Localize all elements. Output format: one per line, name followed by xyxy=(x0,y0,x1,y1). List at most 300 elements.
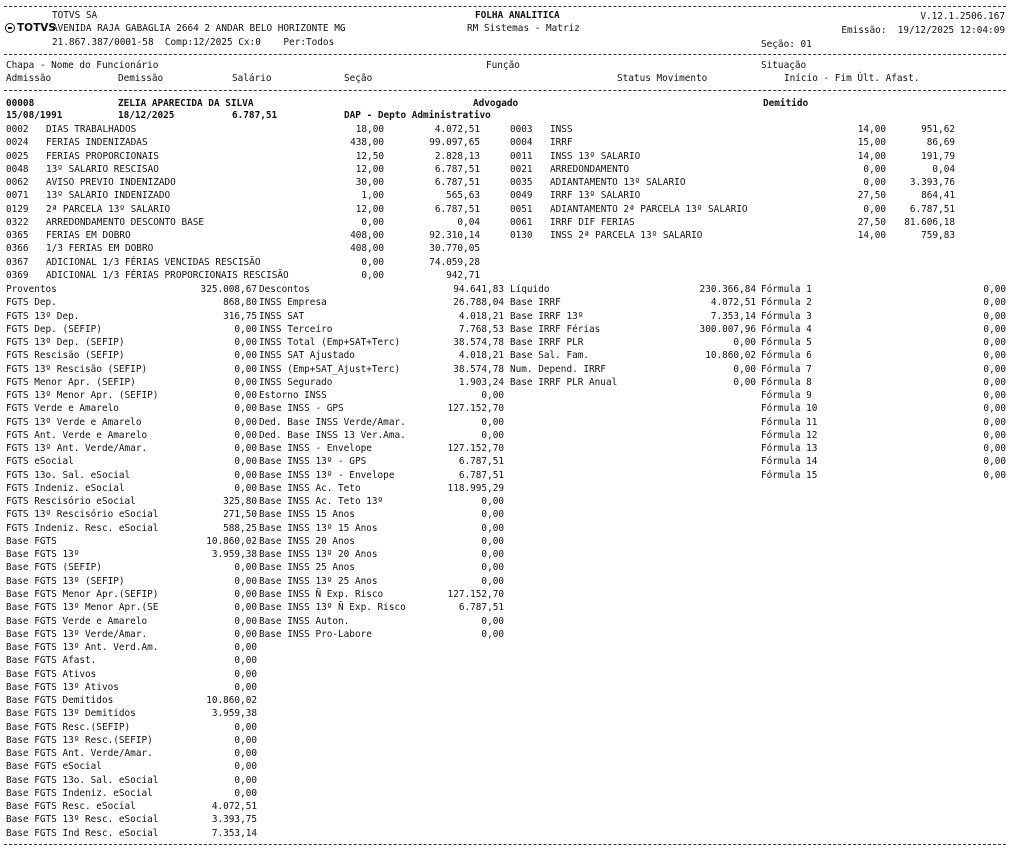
total-value: 127.152,70 xyxy=(447,403,504,415)
event-reference: 0,00 xyxy=(361,256,384,268)
event-reference: 0,00 xyxy=(863,163,886,175)
total-label: FGTS 13o. Sal. eSocial xyxy=(6,469,131,481)
totvs-logo xyxy=(5,22,56,35)
total-value: 6.787,51 xyxy=(458,469,504,481)
event-reference: 15,00 xyxy=(857,137,886,149)
event-value: 81.606,18 xyxy=(904,216,955,228)
total-label: Base INSS 13º 20 Anos xyxy=(259,549,378,561)
total-value: 0,00 xyxy=(481,549,504,561)
event-code: 0322 xyxy=(6,216,29,228)
event-code: 0369 xyxy=(6,269,29,281)
total-value: 0,00 xyxy=(983,350,1006,362)
version: V.12.1.2506.167 xyxy=(920,11,1005,22)
total-label: FGTS Menor Apr. (SEFIP) xyxy=(6,376,136,388)
event-value: 30.770,05 xyxy=(429,243,480,255)
total-label: Fórmula 11 xyxy=(761,416,818,428)
total-value: 0,00 xyxy=(481,628,504,640)
col-demissao: Demissão xyxy=(118,73,164,84)
total-value: 7.768,53 xyxy=(458,323,504,335)
col-situacao: Situação xyxy=(761,60,807,71)
total-label: Base FGTS 13º Menor Apr.(SE xyxy=(6,602,159,614)
total-value: 127.152,70 xyxy=(447,588,504,600)
total-label: FGTS Ant. Verde e Amarelo xyxy=(6,429,148,441)
total-label: FGTS 13º Rescisório eSocial xyxy=(6,509,159,521)
total-value: 0,00 xyxy=(234,390,257,402)
total-value: 1.903,24 xyxy=(458,376,504,388)
event-reference: 14,00 xyxy=(857,150,886,162)
total-label: Base IRRF 13º xyxy=(510,310,584,322)
event-value: 864,41 xyxy=(921,190,955,202)
total-value: 0,00 xyxy=(733,337,756,349)
emission-date: Emissão: 19/12/2025 12:04:09 xyxy=(841,25,1005,36)
event-reference: 0,00 xyxy=(863,177,886,189)
total-label: Base INSS - Envelope xyxy=(259,443,372,455)
total-value: 0,00 xyxy=(234,416,257,428)
total-label: Fórmula 15 xyxy=(761,469,818,481)
total-value: 10.860,02 xyxy=(206,535,257,547)
event-description: IRRF DIF FERIAS xyxy=(550,216,635,228)
event-description: FERIAS INDENIZADAS xyxy=(46,137,148,149)
total-value: 0,00 xyxy=(481,522,504,534)
event-description: ADICIONAL 1/3 FÉRIAS VENCIDAS RESCISÃO xyxy=(46,256,261,268)
total-label: Base FGTS Indeniz. eSocial xyxy=(6,787,153,799)
total-value: 4.018,21 xyxy=(458,350,504,362)
total-label: Base IRRF xyxy=(510,297,561,309)
event-value: 4.072,51 xyxy=(434,124,480,135)
event-reference: 0,00 xyxy=(863,203,886,215)
event-value: 6.787,51 xyxy=(434,163,480,175)
total-value: 6.787,51 xyxy=(458,602,504,614)
event-code: 0366 xyxy=(6,243,29,255)
total-value: 0,00 xyxy=(983,310,1006,322)
total-value: 0,00 xyxy=(983,390,1006,402)
event-description: ARREDONDAMENTO DESCONTO BASE xyxy=(46,216,205,228)
total-value: 0,00 xyxy=(234,443,257,455)
total-value: 0,00 xyxy=(983,323,1006,335)
total-label: Base INSS Ac. Teto xyxy=(259,482,361,494)
event-description: INSS xyxy=(550,124,573,135)
employee-chapa: 00008 xyxy=(6,98,35,109)
event-description: FERIAS EM DOBRO xyxy=(46,230,131,242)
event-code: 0011 xyxy=(510,150,533,162)
total-value: 0,00 xyxy=(234,350,257,362)
event-description: 13º SALARIO RESCISAO xyxy=(46,163,159,175)
event-reference: 30,00 xyxy=(355,177,384,189)
event-description: IRRF xyxy=(550,137,573,149)
total-value: 0,00 xyxy=(234,482,257,494)
total-value: 0,00 xyxy=(234,748,257,760)
total-value: 4.072,51 xyxy=(710,297,756,309)
total-label: FGTS Indeniz. Resc. eSocial xyxy=(6,522,159,534)
total-value: 325,80 xyxy=(223,496,257,508)
total-value: 0,00 xyxy=(234,761,257,773)
event-value: 759,83 xyxy=(921,230,955,242)
total-value: 0,00 xyxy=(234,602,257,614)
total-label: Fórmula 9 xyxy=(761,390,812,402)
event-reference: 0,00 xyxy=(361,269,384,281)
event-value: 565,63 xyxy=(446,190,480,202)
total-value: 4.072,51 xyxy=(211,801,257,813)
event-code: 0004 xyxy=(510,137,533,149)
total-label: FGTS Verde e Amarelo xyxy=(6,403,119,415)
event-reference: 408,00 xyxy=(350,243,384,255)
total-value: 0,00 xyxy=(234,403,257,415)
total-value: 38.574,78 xyxy=(453,363,504,375)
report-title: FOLHA ANALITICA xyxy=(475,10,560,21)
total-label: Base INSS 13º 25 Anos xyxy=(259,575,378,587)
total-value: 0,00 xyxy=(481,562,504,574)
event-description: INSS 2ª PARCELA 13º SALARIO xyxy=(550,230,703,242)
event-reference: 14,00 xyxy=(857,230,886,242)
total-label: Descontos xyxy=(259,284,310,295)
total-value: 0,00 xyxy=(983,297,1006,309)
total-label: Líquido xyxy=(510,284,550,295)
company-name: TOTVS SA xyxy=(52,10,98,21)
total-label: Base FGTS Demitidos xyxy=(6,695,114,707)
col-salario: Salário xyxy=(232,73,272,84)
event-value: 0,04 xyxy=(932,163,955,175)
total-value: 0,00 xyxy=(234,562,257,574)
event-description: DIAS TRABALHADOS xyxy=(46,124,137,135)
event-reference: 12,50 xyxy=(355,150,384,162)
total-value: 26.788,04 xyxy=(453,297,504,309)
employee-admissao: 15/08/1991 xyxy=(6,110,63,121)
total-label: FGTS Rescisório eSocial xyxy=(6,496,136,508)
total-label: Fórmula 14 xyxy=(761,456,818,468)
total-label: Base FGTS eSocial xyxy=(6,761,102,773)
total-value: 230.366,84 xyxy=(699,284,756,295)
employee-secao: DAP - Depto Administrativo xyxy=(344,110,491,121)
totvs-logo-icon xyxy=(5,23,15,33)
logo-text: TOTVS xyxy=(17,22,56,34)
total-label: Base IRRF Férias xyxy=(510,323,601,335)
total-value: 10.860,02 xyxy=(206,695,257,707)
event-value: 6.787,51 xyxy=(434,203,480,215)
total-label: Base FGTS Menor Apr.(SEFIP) xyxy=(6,588,159,600)
total-label: Base FGTS 13º Demitidos xyxy=(6,708,136,720)
total-value: 3.393,75 xyxy=(211,814,257,826)
total-value: 0,00 xyxy=(481,575,504,587)
total-label: FGTS 13º Menor Apr. (SEFIP) xyxy=(6,390,159,402)
event-reference: 12,00 xyxy=(355,203,384,215)
total-value: 0,00 xyxy=(234,588,257,600)
total-value: 0,00 xyxy=(234,469,257,481)
total-label: Base INSS 13º - GPS xyxy=(259,456,367,468)
total-label: Fórmula 1 xyxy=(761,284,812,295)
total-value: 0,00 xyxy=(983,469,1006,481)
event-reference: 438,00 xyxy=(350,137,384,149)
event-reference: 27,50 xyxy=(857,190,886,202)
event-description: ADIANTAMENTO 13º SALARIO xyxy=(550,177,686,189)
total-value: 325.008,67 xyxy=(200,284,257,295)
total-value: 868,80 xyxy=(223,297,257,309)
cnpj-line: 21.867.387/0001-58 Comp:12/2025 Cx:0 Per:Todos xyxy=(52,37,335,48)
company-address: AVENIDA RAJA GABAGLIA 2664 2 ANDAR BELO HORIZONTE MG xyxy=(52,23,346,34)
col-admissao: Admissão xyxy=(6,73,52,84)
total-value: 0,00 xyxy=(983,284,1006,295)
event-description: 13º SALARIO INDENIZADO xyxy=(46,190,171,202)
total-label: Base INSS 25 Anos xyxy=(259,562,355,574)
event-code: 0061 xyxy=(510,216,533,228)
divider xyxy=(4,844,1006,845)
total-label: INSS Empresa xyxy=(259,297,327,309)
total-value: 0,00 xyxy=(481,535,504,547)
total-label: Base FGTS 13º Ativos xyxy=(6,681,119,693)
event-description: ADIANTAMENTO 2ª PARCELA 13º SALARIO xyxy=(550,203,748,215)
total-label: Base FGTS Ant. Verde/Amar. xyxy=(6,748,153,760)
total-value: 0,00 xyxy=(481,509,504,521)
total-value: 0,00 xyxy=(234,363,257,375)
total-value: 0,00 xyxy=(234,721,257,733)
total-label: FGTS 13º Verde e Amarelo xyxy=(6,416,142,428)
event-value: 942,71 xyxy=(446,269,480,281)
total-value: 127.152,70 xyxy=(447,443,504,455)
total-label: Base FGTS 13º Verde/Amar. xyxy=(6,628,148,640)
total-label: Base FGTS Resc.(SEFIP) xyxy=(6,721,131,733)
event-value: 92.310,14 xyxy=(429,230,480,242)
total-label: Base IRRF PLR Anual xyxy=(510,376,618,388)
employee-funcao: Advogado xyxy=(473,98,519,109)
total-value: 4.018,21 xyxy=(458,310,504,322)
total-label: Ded. Base INSS 13 Ver.Ama. xyxy=(259,429,406,441)
event-reference: 1,00 xyxy=(361,190,384,202)
event-code: 0130 xyxy=(510,230,533,242)
total-label: Base INSS 20 Anos xyxy=(259,535,355,547)
col-status-movimento: Status Movimento xyxy=(617,73,708,84)
event-code: 0365 xyxy=(6,230,29,242)
event-value: 0,04 xyxy=(457,216,480,228)
total-label: INSS SAT Ajustado xyxy=(259,350,355,362)
total-label: Base INSS Ac. Teto 13º xyxy=(259,496,384,508)
event-code: 0002 xyxy=(6,124,29,135)
col-funcao: Função xyxy=(486,60,520,71)
total-value: 0,00 xyxy=(234,681,257,693)
total-label: Base FGTS Ativos xyxy=(6,668,97,680)
total-label: Fórmula 7 xyxy=(761,363,812,375)
total-label: Base FGTS 13o. Sal. eSocial xyxy=(6,774,159,786)
event-value: 86,69 xyxy=(926,137,955,149)
event-description: 1/3 FERIAS EM DOBRO xyxy=(46,243,154,255)
event-reference: 12,00 xyxy=(355,163,384,175)
total-value: 0,00 xyxy=(234,615,257,627)
event-reference: 408,00 xyxy=(350,230,384,242)
total-label: INSS Terceiro xyxy=(259,323,333,335)
total-value: 0,00 xyxy=(234,655,257,667)
total-value: 0,00 xyxy=(234,323,257,335)
total-label: Base FGTS Verde e Amarelo xyxy=(6,615,148,627)
event-value: 99.097,65 xyxy=(429,137,480,149)
total-label: Base INSS 13º - Envelope xyxy=(259,469,395,481)
total-label: Base INSS Pro-Labore xyxy=(259,628,372,640)
total-value: 0,00 xyxy=(481,429,504,441)
total-label: Base FGTS 13º Ant. Verd.Am. xyxy=(6,642,159,654)
total-value: 0,00 xyxy=(983,429,1006,441)
total-value: 0,00 xyxy=(234,642,257,654)
employee-demissao: 18/12/2025 xyxy=(118,110,175,121)
total-label: Base FGTS 13º Resc.(SEFIP) xyxy=(6,734,153,746)
total-label: INSS Total (Emp+SAT+Terc) xyxy=(259,337,401,349)
col-secao: Seção xyxy=(344,73,373,84)
total-label: Base FGTS xyxy=(6,535,57,547)
total-value: 0,00 xyxy=(234,429,257,441)
total-label: Proventos xyxy=(6,284,57,295)
employee-situacao: Demitido xyxy=(763,98,809,109)
total-label: Base FGTS Afast. xyxy=(6,655,97,667)
total-value: 0,00 xyxy=(234,734,257,746)
total-value: 3.959,38 xyxy=(211,708,257,720)
total-label: Base FGTS 13º xyxy=(6,549,80,561)
divider xyxy=(4,54,1006,55)
event-reference: 14,00 xyxy=(857,124,886,135)
event-description: AVISO PREVIO INDENIZADO xyxy=(46,177,176,189)
total-label: Fórmula 5 xyxy=(761,337,812,349)
event-code: 0062 xyxy=(6,177,29,189)
total-value: 0,00 xyxy=(234,575,257,587)
event-reference: 27,50 xyxy=(857,216,886,228)
total-label: Ded. Base INSS Verde/Amar. xyxy=(259,416,406,428)
system-name: RM Sistemas - Matriz xyxy=(467,23,580,34)
total-value: 7.353,14 xyxy=(710,310,756,322)
total-value: 3.959,38 xyxy=(211,549,257,561)
total-value: 0,00 xyxy=(983,456,1006,468)
total-value: 0,00 xyxy=(983,443,1006,455)
event-description: ADICIONAL 1/3 FÉRIAS PROPORCIONAIS RESCISÃO xyxy=(46,269,289,281)
total-label: Fórmula 12 xyxy=(761,429,818,441)
total-label: FGTS 13º Dep. xyxy=(6,310,80,322)
total-label: Fórmula 8 xyxy=(761,376,812,388)
event-code: 0048 xyxy=(6,163,29,175)
total-value: 38.574,78 xyxy=(453,337,504,349)
total-label: Fórmula 13 xyxy=(761,443,818,455)
total-label: Base INSS 13º 15 Anos xyxy=(259,522,378,534)
total-label: FGTS Rescisão (SEFIP) xyxy=(6,350,125,362)
divider xyxy=(4,90,1006,91)
total-label: FGTS 13º Dep. (SEFIP) xyxy=(6,337,125,349)
col-afastamento: Início - Fim Últ. Afast. xyxy=(784,73,920,84)
event-description: 2ª PARCELA 13º SALARIO xyxy=(46,203,171,215)
total-label: Fórmula 3 xyxy=(761,310,812,322)
total-label: INSS Segurado xyxy=(259,376,333,388)
total-label: Estorno INSS xyxy=(259,390,327,402)
total-value: 0,00 xyxy=(983,376,1006,388)
total-value: 7.353,14 xyxy=(211,827,257,839)
event-description: FERIAS PROPORCIONAIS xyxy=(46,150,159,162)
event-description: INSS 13º SALARIO xyxy=(550,150,641,162)
col-chapa-nome: Chapa - Nome do Funcionário xyxy=(6,60,159,71)
total-value: 0,00 xyxy=(481,416,504,428)
total-label: INSS SAT xyxy=(259,310,305,322)
total-value: 0,00 xyxy=(733,376,756,388)
total-label: Fórmula 10 xyxy=(761,403,818,415)
total-value: 6.787,51 xyxy=(458,456,504,468)
total-label: FGTS Indeniz. eSocial xyxy=(6,482,125,494)
total-value: 0,00 xyxy=(234,787,257,799)
total-label: Base FGTS 13º Resc. eSocial xyxy=(6,814,159,826)
total-label: Base INSS 13º Ñ Exp. Risco xyxy=(259,602,406,614)
event-value: 951,62 xyxy=(921,124,955,135)
total-value: 271,50 xyxy=(223,509,257,521)
total-value: 0,00 xyxy=(234,456,257,468)
total-label: Base FGTS Resc. eSocial xyxy=(6,801,136,813)
total-value: 0,00 xyxy=(234,774,257,786)
total-label: Base FGTS Ind Resc. eSocial xyxy=(6,827,159,839)
employee-name: ZELIA APARECIDA DA SILVA xyxy=(118,98,254,109)
total-value: 0,00 xyxy=(234,668,257,680)
total-label: Fórmula 6 xyxy=(761,350,812,362)
event-code: 0025 xyxy=(6,150,29,162)
event-reference: 18,00 xyxy=(355,124,384,135)
event-description: IRRF 13º SALARIO xyxy=(550,190,641,202)
total-label: FGTS 13º Ant. Verde/Amar. xyxy=(6,443,148,455)
event-value: 2.828,13 xyxy=(434,150,480,162)
total-label: INSS (Emp+SAT_Ajust+Terc) xyxy=(259,363,401,375)
total-value: 0,00 xyxy=(234,628,257,640)
total-label: Fórmula 4 xyxy=(761,323,812,335)
section-number: Seção: 01 xyxy=(761,39,812,50)
divider xyxy=(4,6,1006,7)
total-value: 10.860,02 xyxy=(705,350,756,362)
total-value: 94.641,83 xyxy=(453,284,504,295)
event-value: 191,79 xyxy=(921,150,955,162)
total-label: Fórmula 2 xyxy=(761,297,812,309)
event-code: 0049 xyxy=(510,190,533,202)
total-value: 0,00 xyxy=(733,363,756,375)
event-value: 6.787,51 xyxy=(434,177,480,189)
total-value: 0,00 xyxy=(983,403,1006,415)
total-value: 118.995,29 xyxy=(447,482,504,494)
total-value: 300.007,96 xyxy=(699,323,756,335)
event-code: 0003 xyxy=(510,124,533,135)
total-label: Base INSS Auton. xyxy=(259,615,350,627)
total-value: 0,00 xyxy=(983,363,1006,375)
total-value: 0,00 xyxy=(983,416,1006,428)
total-label: Base INSS 15 Anos xyxy=(259,509,355,521)
event-code: 0129 xyxy=(6,203,29,215)
event-code: 0051 xyxy=(510,203,533,215)
total-label: Base IRRF PLR xyxy=(510,337,584,349)
event-code: 0071 xyxy=(6,190,29,202)
employee-salario: 6.787,51 xyxy=(232,110,278,121)
event-value: 3.393,76 xyxy=(909,177,955,189)
total-label: FGTS 13º Rescisão (SEFIP) xyxy=(6,363,148,375)
total-label: Base INSS Ñ Exp. Risco xyxy=(259,588,384,600)
event-reference: 0,00 xyxy=(361,216,384,228)
total-label: Base INSS - GPS xyxy=(259,403,344,415)
total-value: 0,00 xyxy=(983,337,1006,349)
total-value: 588,25 xyxy=(223,522,257,534)
total-value: 316,75 xyxy=(223,310,257,322)
total-value: 0,00 xyxy=(234,337,257,349)
total-value: 0,00 xyxy=(481,615,504,627)
event-code: 0024 xyxy=(6,137,29,149)
event-value: 6.787,51 xyxy=(909,203,955,215)
event-value: 74.059,28 xyxy=(429,256,480,268)
total-label: Base FGTS 13º (SEFIP) xyxy=(6,575,125,587)
event-code: 0367 xyxy=(6,256,29,268)
total-label: FGTS Dep. (SEFIP) xyxy=(6,323,102,335)
total-label: Base Sal. Fam. xyxy=(510,350,590,362)
total-label: FGTS Dep. xyxy=(6,297,57,309)
total-label: Base FGTS (SEFIP) xyxy=(6,562,102,574)
total-label: FGTS eSocial xyxy=(6,456,74,468)
total-value: 0,00 xyxy=(481,496,504,508)
total-label: Num. Depend. IRRF xyxy=(510,363,606,375)
event-code: 0021 xyxy=(510,163,533,175)
total-value: 0,00 xyxy=(234,376,257,388)
total-value: 0,00 xyxy=(481,390,504,402)
event-code: 0035 xyxy=(510,177,533,189)
event-description: ARREDONDAMENTO xyxy=(550,163,630,175)
